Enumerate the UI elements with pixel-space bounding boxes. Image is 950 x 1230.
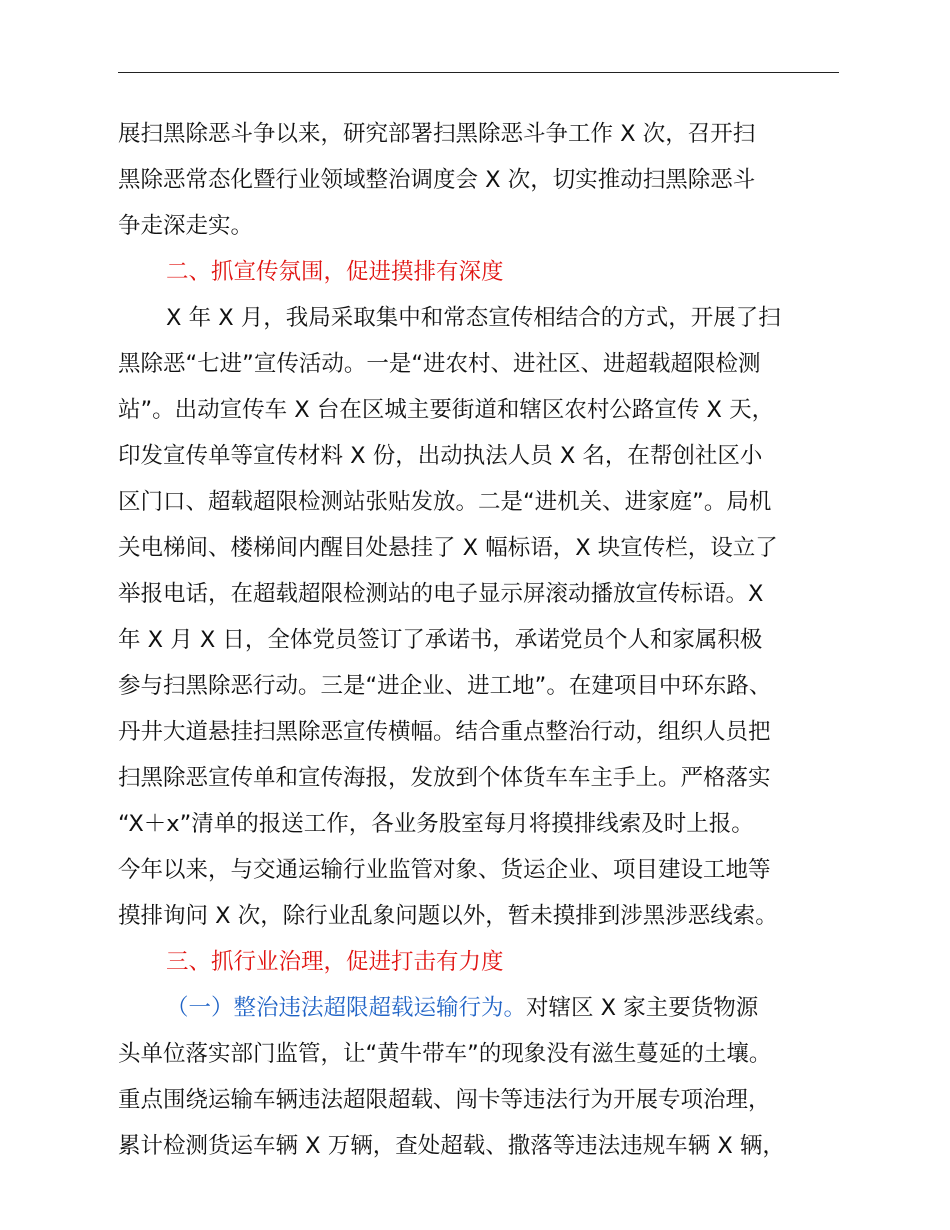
paragraph-line: 展扫黑除恶斗争以来，研究部署扫黑除恶斗争工作 X 次，召开扫 (118, 121, 756, 147)
paragraph-line: 扫黑除恶宣传单和宣传海报，发放到个体货车车主手上。严格落实 (118, 765, 771, 791)
paragraph-line: 印发宣传单等宣传材料 X 份，出动执法人员 X 名，在帮创社区小 (118, 443, 763, 469)
section-heading-2: 二、抓宣传氛围，促进摸排有深度 (166, 259, 504, 285)
paragraph-line: 举报电话，在超载超限检测站的电子显示屏滚动播放宣传标语。X (118, 581, 764, 607)
paragraph-line: “X＋x”清单的报送工作，各业务股室每月将摸排线索及时上报。 (118, 811, 754, 837)
paragraph-line: X 年 X 月，我局采取集中和常态宣传相结合的方式，开展了扫 (166, 305, 781, 331)
paragraph-line (118, 985, 844, 1031)
section-heading-3: 三、抓行业治理，促进打击有力度 (166, 949, 504, 975)
paragraph-line: 摸排询问 X 次，除行业乱象问题以外，暂未摸排到涉黑涉恶线索。 (118, 903, 778, 929)
paragraph-line: 年 X 月 X 日，全体党员签订了承诺书，承诺党员个人和家属积极 (118, 627, 763, 653)
paragraph-line: 争走深走实。 (118, 213, 254, 239)
paragraph-text: 对辖区 X 家主要货物源 (526, 995, 759, 1021)
paragraph-line: 头单位落实部门监管，让“黄牛带车”的现象没有滋生蔓延的土壤。 (118, 1041, 772, 1067)
header-rule (118, 72, 839, 73)
paragraph-line: 今年以来，与交通运输行业监管对象、货运企业、项目建设工地等 (118, 857, 771, 883)
document-body (118, 111, 844, 1169)
subsection-heading-1: （一）整治违法超限超载运输行为。 (166, 995, 527, 1021)
paragraph-line: 参与扫黑除恶行动。三是“进企业、进工地”。在建项目中环东路、 (118, 673, 772, 699)
paragraph-line: 区门口、超载超限检测站张贴发放。二是“进机关、进家庭”。局机 (118, 489, 772, 515)
paragraph-line: 累计检测货运车辆 X 万辆，查处超载、撒落等违法违规车辆 X 辆， (118, 1133, 785, 1159)
paragraph-line: 黑除恶常态化暨行业领域整治调度会 X 次，切实推动扫黑除恶斗 (118, 167, 756, 193)
paragraph-line: 重点围绕运输车辆违法超限超载、闯卡等违法行为开展专项治理， (118, 1087, 771, 1113)
paragraph-line: 丹井大道悬挂扫黑除恶宣传横幅。结合重点整治行动，组织人员把 (118, 719, 771, 745)
paragraph-line: 黑除恶“七进”宣传活动。一是“进农村、进社区、进超载超限检测 (118, 351, 761, 377)
paragraph-line: 站”。出动宣传车 X 台在区城主要街道和辖区农村公路宣传 X 天， (118, 397, 775, 423)
paragraph-line: 关电梯间、楼梯间内醒目处悬挂了 X 幅标语，X 块宣传栏，设立了 (118, 535, 778, 561)
